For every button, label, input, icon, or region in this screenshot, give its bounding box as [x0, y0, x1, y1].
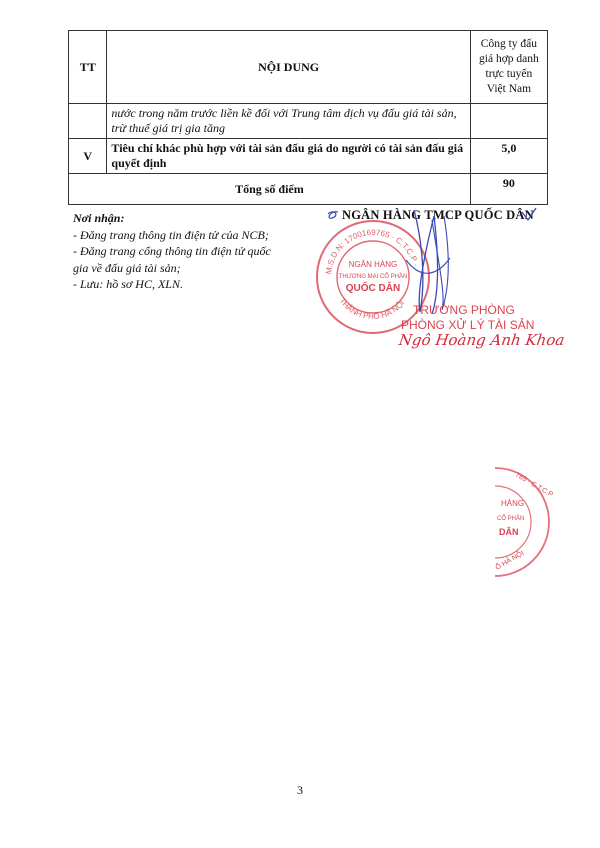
table-row — [69, 139, 548, 174]
edge-seal-line1: HÀNG — [501, 499, 525, 508]
edge-seal-line3: DÂN — [499, 527, 519, 537]
page-number: 3 — [297, 783, 303, 797]
seal-bottom-text: THÀNH PHỐ HÀ NỘI — [337, 296, 407, 322]
edge-seal-bottom-text: Ố HÀ NỘI — [495, 549, 526, 572]
recipient-item: - Đăng trang cổng thông tin điện tử quốc gia về đấu giá tài sản; — [73, 244, 271, 275]
recipients-title: Nơi nhận: — [73, 211, 125, 225]
signer-role-line2: PHÒNG XỬ LÝ TÀI SẢN — [401, 318, 535, 332]
total-label: Tổng số điểm — [69, 174, 471, 205]
handwritten-signature — [322, 200, 552, 320]
header-company: Công ty đấu giá hợp danh trực tuyến Việt Nam — [470, 31, 547, 104]
recipients-block — [73, 210, 273, 293]
recipient-item: - Lưu: hồ sơ HC, XLN. — [73, 277, 183, 291]
row-tt: V — [69, 139, 107, 174]
signer-role-line1: TRƯỞNG PHÒNG — [413, 303, 515, 317]
edge-seal — [495, 462, 555, 582]
edge-seal-top-text: 765 · C.T.C.P — [514, 471, 554, 499]
score-table — [68, 30, 548, 205]
row-score — [470, 104, 547, 139]
seal-inner-line3: QUỐC DÂN — [345, 283, 401, 294]
header-tt: TT — [69, 31, 107, 104]
table-header-row — [69, 31, 548, 104]
row-score: 5,0 — [470, 139, 547, 174]
signer-name: Ngô Hoàng Anh Khoa — [397, 331, 566, 349]
row-content: nước trong năm trước liền kề đối với Trung tâm dịch vụ đấu giá tài sản, trừ thuế giá trị gia tăng — [107, 104, 470, 139]
seal-outer-text: M.S.D.N: 1700169765 · C.T.C.P · — [324, 227, 421, 275]
row-tt — [69, 104, 107, 139]
table-row — [69, 104, 548, 139]
seal-inner-line1: NGÂN HÀNG — [348, 260, 398, 269]
recipient-item: - Đăng trang thông tin điện tử của NCB; — [73, 227, 269, 242]
header-content: NỘI DUNG — [107, 31, 470, 104]
edge-seal-line2: CỔ PHẦN — [497, 516, 525, 522]
seal-inner-line2: THƯƠNG MẠI CỔ PHẦN — [338, 274, 408, 280]
row-content: Tiêu chí khác phù hợp với tài sản đấu giá do người có tài sản đấu giá quyết định — [107, 139, 470, 174]
total-score: 90 — [470, 174, 547, 205]
signature-organization: NGÂN HÀNG TMCP QUỐC DÂN — [342, 208, 534, 222]
